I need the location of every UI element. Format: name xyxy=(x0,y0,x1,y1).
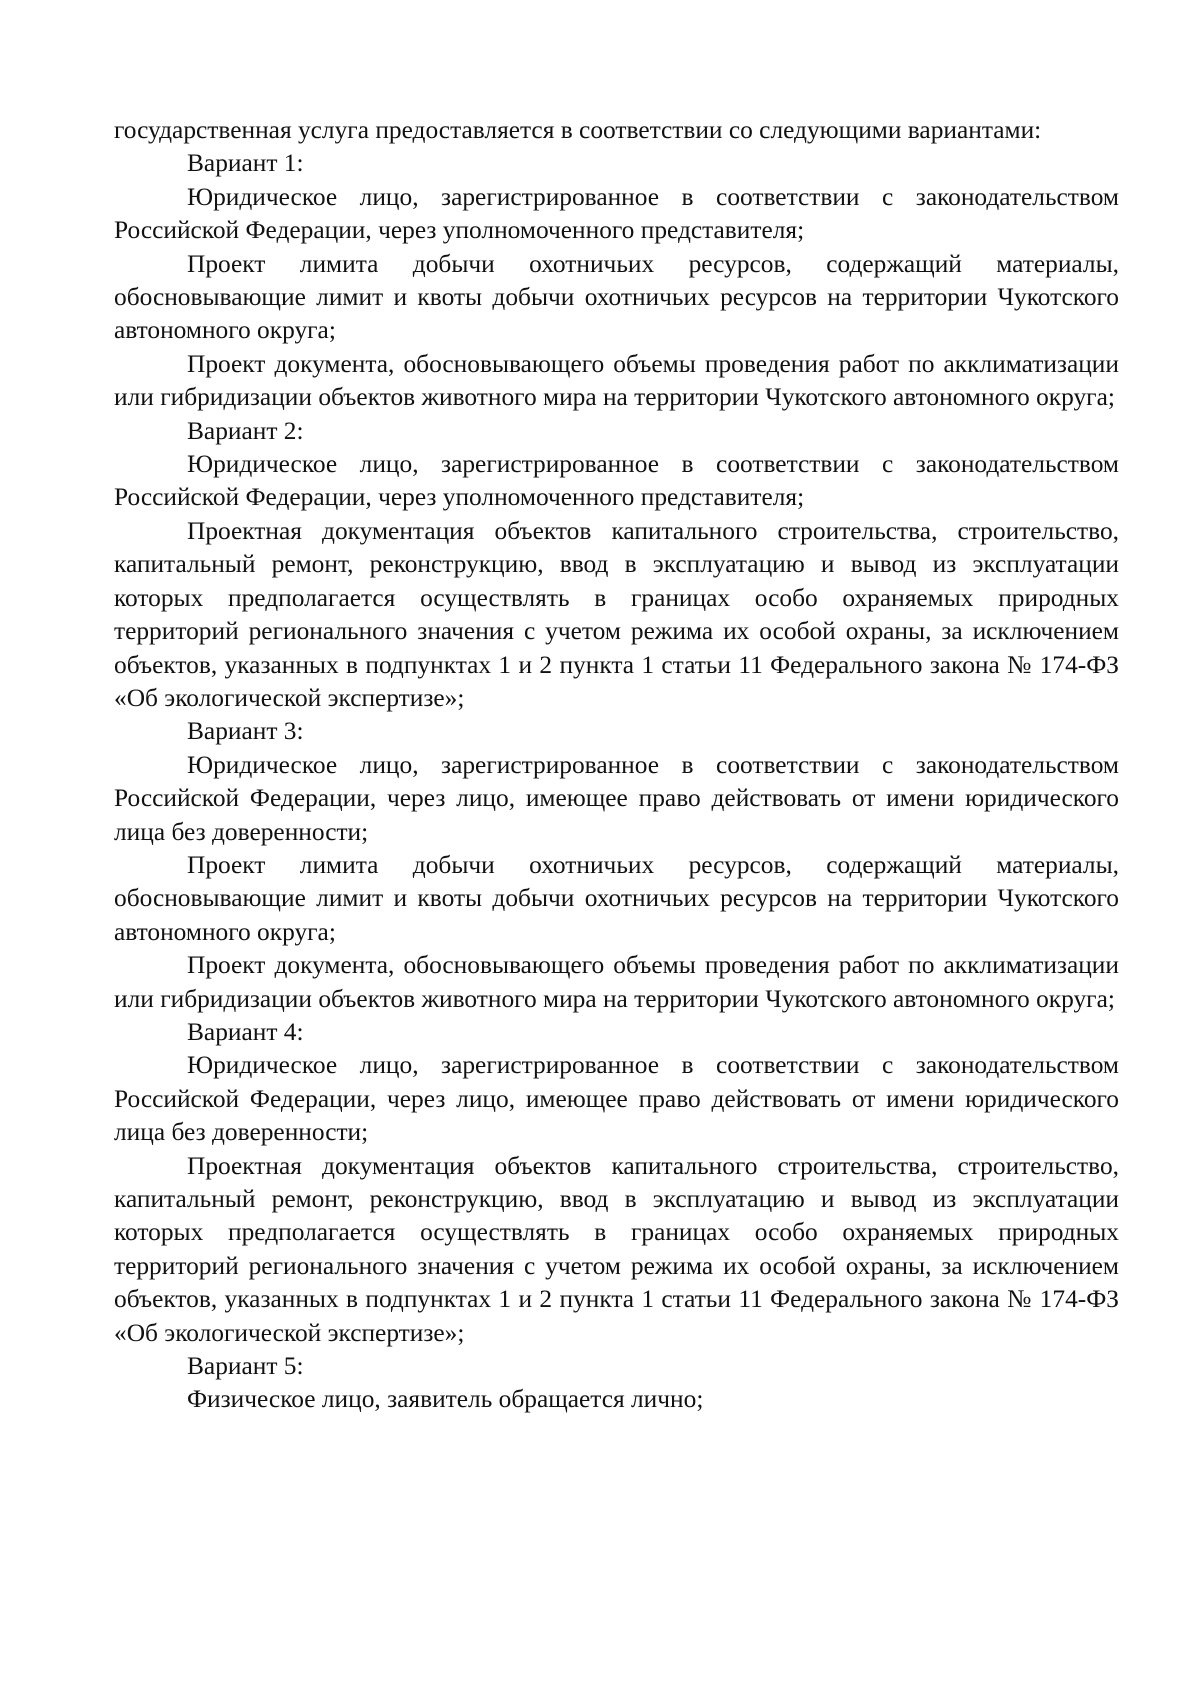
variant-2-heading: Вариант 2: xyxy=(187,416,304,445)
variant-5-applicant: Физическое лицо, заявитель обращается лично; xyxy=(187,1385,704,1414)
variant-2-applicant: Юридическое лицо, зарегистрированное в соответствии с законодательством Российской Федерации, через уполномоченного представителя; xyxy=(114,450,1119,512)
variant-1-item-limit-project: Проект лимита добычи охотничьих ресурсов, содержащий материалы, обосновывающие лимит и квоты добычи охотничьих ресурсов на территории Чукотского автономного округа; xyxy=(114,249,1119,345)
variant-4-heading: Вариант 4: xyxy=(187,1017,304,1046)
variant-3-item-acclimatization-project: Проект документа, обосновывающего объемы проведения работ по акклиматизации или гибридизации объектов животного мира на территории Чукотского автономного округа; xyxy=(114,951,1119,1013)
variant-5-heading: Вариант 5: xyxy=(187,1352,304,1381)
variant-2-item-project-documentation: Проектная документация объектов капитального строительства, строительство, капитальный ремонт, реконструкцию, ввод в эксплуатацию и вывод из эксплуатации которых предполагается осуществлять в границах особо охраняемых природных территорий регионального значения с учетом режима их особой охраны, за исключением объектов, указанных в подпунктах 1 и 2 пункта 1 статьи 11 Федерального закона № 174-ФЗ «Об экологической экспертизе»; xyxy=(114,516,1119,712)
variant-3-applicant: Юридическое лицо, зарегистрированное в соответствии с законодательством Российской Федерации, через лицо, имеющее право действовать от имени юридического лица без доверенности; xyxy=(114,750,1119,846)
variant-3-heading: Вариант 3: xyxy=(187,717,304,746)
variant-4-item-project-documentation: Проектная документация объектов капитального строительства, строительство, капитальный ремонт, реконструкцию, ввод в эксплуатацию и вывод из эксплуатации которых предполагается осуществлять в границах особо охраняемых природных территорий регионального значения с учетом режима их особой охраны, за исключением объектов, указанных в подпунктах 1 и 2 пункта 1 статьи 11 Федерального закона № 174-ФЗ «Об экологической экспертизе»; xyxy=(114,1151,1119,1347)
document-body xyxy=(114,114,1119,1417)
variant-1-item-acclimatization-project: Проект документа, обосновывающего объемы проведения работ по акклиматизации или гибридизации объектов животного мира на территории Чукотского автономного округа; xyxy=(114,349,1119,412)
variant-1-applicant: Юридическое лицо, зарегистрированное в соответствии с законодательством Российской Федерации, через уполномоченного представителя; xyxy=(114,182,1119,245)
variant-1-heading: Вариант 1: xyxy=(187,149,304,178)
intro-paragraph: государственная услуга предоставляется в соответствии со следующими вариантами: xyxy=(114,116,1042,144)
variant-3-item-limit-project: Проект лимита добычи охотничьих ресурсов, содержащий материалы, обосновывающие лимит и квоты добычи охотничьих ресурсов на территории Чукотского автономного округа; xyxy=(114,850,1119,946)
variant-4-applicant: Юридическое лицо, зарегистрированное в соответствии с законодательством Российской Федерации, через лицо, имеющее право действовать от имени юридического лица без доверенности; xyxy=(114,1051,1119,1147)
